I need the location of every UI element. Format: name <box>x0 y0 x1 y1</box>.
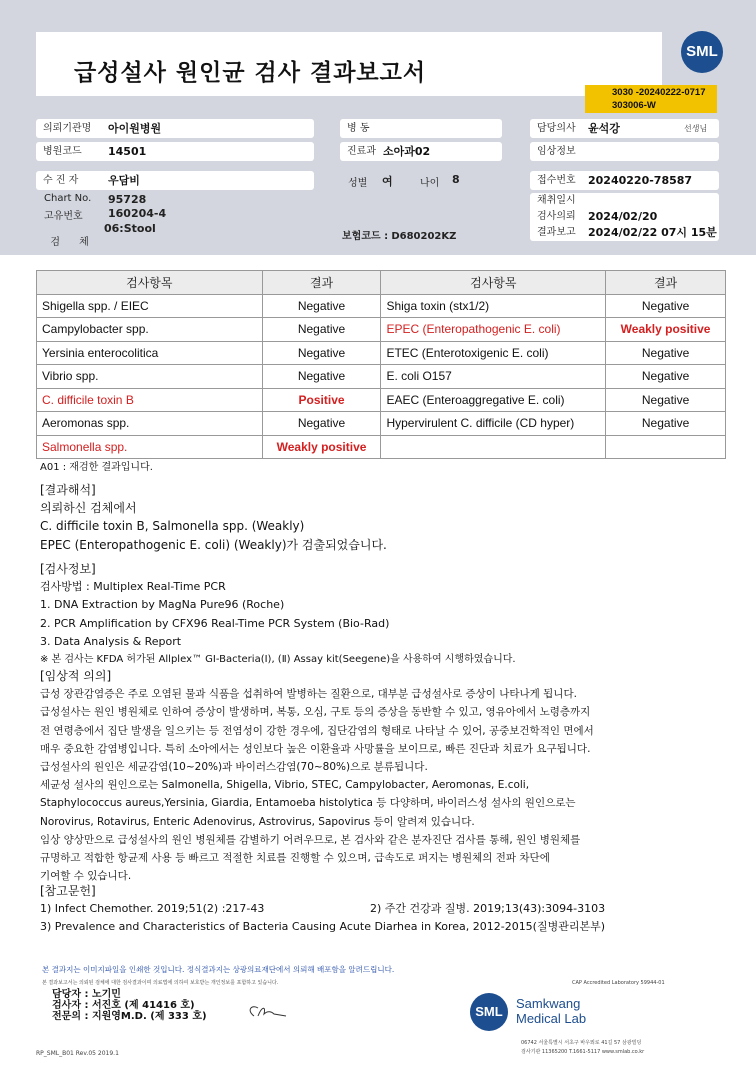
hospital-value: 아이원병원 <box>108 122 162 135</box>
patient-name-value: 우담비 <box>108 174 140 187</box>
receipt-value: 20240220-78587 <box>588 174 693 187</box>
clinical-section <box>40 667 594 885</box>
method-heading: [검사정보] <box>40 562 96 576</box>
test-result <box>606 435 726 459</box>
test-name: Shiga toxin (stx1/2) <box>381 294 606 318</box>
method-line: 3. Data Analysis & Report <box>40 634 182 648</box>
dept-field <box>340 142 502 161</box>
insurance-value: D680202KZ <box>391 231 457 242</box>
patient-name-field <box>36 171 314 190</box>
table-row <box>37 318 726 342</box>
test-name: Campylobacter spp. <box>37 318 263 342</box>
age-row <box>420 173 460 189</box>
specimen-row <box>44 222 156 259</box>
retest-note: A01 : 재검한 결과입니다. <box>40 462 153 473</box>
code-line-2: 303006-W <box>612 100 656 111</box>
receipt-label: 접수번호 <box>537 175 576 186</box>
insurance-row <box>342 227 456 242</box>
ward-field <box>340 119 502 138</box>
lab-name <box>516 996 636 1026</box>
age-label: 나이 <box>420 178 440 189</box>
image-notice: 본 결과지는 이미지파일을 인쇄한 것입니다. 정식결과지는 상광의료재단에서 의뢰해 배포함을 알려드립니다. <box>42 965 395 974</box>
test-result: Negative <box>606 388 726 412</box>
clinical-line: 세균성 설사의 원인으로는 Salmonella, Shigella, Vibrio, STEC, Campylobacter, Aeromonas, E.coli, <box>40 779 530 792</box>
test-name: Salmonella spp. <box>37 435 263 459</box>
test-name: Yersinia enterocolitica <box>37 341 263 365</box>
doctor-label: 담당의사 <box>537 123 576 134</box>
table-row <box>37 388 726 412</box>
test-name: E. coli O157 <box>381 365 606 389</box>
lab-name-line-1: Samkwang <box>516 996 581 1011</box>
chart-value: 95728 <box>108 193 147 206</box>
cap-accreditation: CAP Accredited Laboratory 59944-01 <box>572 980 665 986</box>
hospital-field <box>36 119 314 138</box>
clinical-line: 전 연령층에서 집단 발생을 일으키는 등 전염성이 강한 경우에, 집단감염의 형태로 나타날 수 있어, 공중보건학적인 면에서 <box>40 724 594 737</box>
test-name <box>381 435 606 459</box>
specimen-value: 06:Stool <box>104 222 156 235</box>
method-line: ※ 본 검사는 KFDA 허가된 Allplex™ GI-Bacteria(Ⅰ), (Ⅱ) Assay kit(Seegene)을 사용하여 시행하였습니다. <box>40 654 516 666</box>
chart-row <box>44 193 147 206</box>
report-code-badge <box>585 85 717 113</box>
sex-row <box>348 174 393 189</box>
clinical-line: 기여할 수 있습니다. <box>40 870 132 883</box>
form-number: RP_SML_B01 Rev.05 2019.1 <box>36 1050 119 1057</box>
insurance-label: 보험코드 : <box>342 231 389 242</box>
table-row <box>37 365 726 389</box>
results-table <box>36 270 726 459</box>
collect-label: 채취일시 <box>537 195 576 206</box>
header-result-2: 결과 <box>606 271 726 295</box>
test-result: Positive <box>262 388 381 412</box>
test-name: Aeromonas spp. <box>37 412 263 436</box>
method-section <box>40 560 516 669</box>
unique-label: 고유번호 <box>44 211 83 222</box>
sex-value: 여 <box>382 175 393 188</box>
test-name: Vibrio spp. <box>37 365 263 389</box>
dept-value: 소아과02 <box>383 145 431 158</box>
test-name: Shigella spp. / EIEC <box>37 294 263 318</box>
unique-value: 160204-4 <box>108 207 167 220</box>
staff-specialist: 전문의 : 지원영M.D. (제 333 호) <box>52 1011 207 1022</box>
reference-1: 1) Infect Chemother. 2019;51(2) :217-43 <box>40 902 265 916</box>
method-line: 검사방법 : Multiplex Real-Time PCR <box>40 580 226 594</box>
unique-row <box>44 207 167 222</box>
reference-3: 3) Prevalence and Characteristics of Bacteria Causing Acute Diarhea in Korea, 2012-2015(질병관리본부) <box>40 920 606 934</box>
references-section <box>40 882 605 937</box>
clinical-line: Staphylococcus aureus,Yersinia, Giardia, Entamoeba histolytica 등 다양하며, 바이러스성 설사의 원인으로는 <box>40 797 576 810</box>
test-name: EPEC (Enteropathogenic E. coli) <box>381 318 606 342</box>
clinical-line: 급성설사는 원인 병원체로 인하여 증상이 발생하며, 복통, 오심, 구토 등의 증상을 동반할 수 있고, 영유아에서 노령층까지 <box>40 706 591 719</box>
header-test-item-2: 검사항목 <box>381 271 606 295</box>
clinical-line: Norovirus, Rotavirus, Enteric Adenovirus, Astrovirus, Sapovirus 등이 알려져 있습니다. <box>40 815 475 828</box>
dates-box <box>530 193 719 241</box>
request-label: 검사의뢰 <box>537 211 576 222</box>
test-result: Negative <box>262 412 381 436</box>
code-line-1: 3030 -20240222-0717 <box>612 87 706 98</box>
hospital-label: 의뢰기관명 <box>43 123 92 134</box>
hospital-code-field <box>36 142 314 161</box>
sml-footer-logo-icon: SML <box>470 993 508 1031</box>
dept-label: 진료과 <box>347 146 376 157</box>
privacy-notice: 본 결과보고서는 의뢰된 검체에 대한 검사결과이며 의료법에 의하여 보호받는 개인정보를 포함하고 있습니다. <box>42 980 279 986</box>
reference-row <box>40 900 605 918</box>
references-heading: [참고문헌] <box>40 884 96 898</box>
lab-address: 06742 서울특별시 서초구 바우뫼로 41길 57 삼광빌딩 <box>521 1040 642 1046</box>
staff-tester: 검사자 : 서진호 (제 41416 호) <box>52 1000 195 1011</box>
test-result: Weakly positive <box>262 435 381 459</box>
header-result-1: 결과 <box>262 271 381 295</box>
test-name: C. difficile toxin B <box>37 388 263 412</box>
request-value: 2024/02/20 <box>588 210 658 223</box>
test-result: Negative <box>606 412 726 436</box>
clinical-heading: [임상적 의의] <box>40 669 112 683</box>
table-row <box>37 412 726 436</box>
report-date-label: 결과보고 <box>537 227 576 238</box>
clinical-line: 급성 장관감염증은 주로 오염된 물과 식품을 섭취하여 발병하는 질환으로, 대부분 급성설사로 증상이 나타나게 됩니다. <box>40 688 577 701</box>
table-row <box>37 294 726 318</box>
chart-label: Chart No. <box>44 193 92 204</box>
table-row <box>37 341 726 365</box>
report-title: 급성설사 원인균 검사 결과보고서 <box>74 60 427 86</box>
specimen-label: 검 체 <box>50 237 89 248</box>
interpretation-section <box>40 481 387 554</box>
sml-logo-icon: SML <box>681 31 723 73</box>
signature-icon <box>244 1000 294 1024</box>
test-result: Negative <box>606 294 726 318</box>
lab-name-line-2: Medical Lab <box>516 1011 587 1026</box>
test-name: ETEC (Enterotoxigenic E. coli) <box>381 341 606 365</box>
clinical-line: 급성설사의 원인은 세균감염(10~20%)과 바이러스감염(70~80%)으로 분류됩니다. <box>40 761 428 774</box>
table-row <box>37 435 726 459</box>
clinical-line: 임상 양상만으로 급성설사의 원인 병원체를 감별하기 어려우므로, 본 검사와 같은 분자진단 검사를 통해, 원인 병원체를 <box>40 833 581 846</box>
test-result: Negative <box>262 341 381 365</box>
table-header-row <box>37 271 726 295</box>
hospital-code-value: 14501 <box>108 145 147 158</box>
test-result: Negative <box>262 294 381 318</box>
test-result: Negative <box>262 318 381 342</box>
report-date-value: 2024/02/22 07시 15분 <box>588 226 717 239</box>
header-test-item-1: 검사항목 <box>37 271 263 295</box>
test-name: Hypervirulent C. difficile (CD hyper) <box>381 412 606 436</box>
age-value: 8 <box>452 173 460 186</box>
interpretation-line: EPEC (Enteropathogenic E. coli) (Weakly)가 검출되었습니다. <box>40 537 387 552</box>
test-name: EAEC (Enteroaggregative E. coli) <box>381 388 606 412</box>
interpretation-heading: [결과해석] <box>40 483 96 497</box>
clinical-info-field <box>530 142 719 161</box>
staff-manager: 담당자 : 노기민 <box>52 989 121 1000</box>
clinical-info-label: 임상정보 <box>537 146 576 157</box>
staff-block <box>52 989 207 1022</box>
doctor-suffix: 선생님 <box>684 124 708 133</box>
interpretation-line: 의뢰하신 검체에서 <box>40 501 137 516</box>
method-line: 2. PCR Amplification by CFX96 Real-Time PCR System (Bio-Rad) <box>40 616 390 630</box>
test-result: Weakly positive <box>606 318 726 342</box>
doctor-value: 윤석강 <box>588 122 620 135</box>
reference-2: 2) 주간 건강과 질병. 2019;13(43):3094-3103 <box>370 902 606 916</box>
interpretation-line: C. difficile toxin B, Salmonella spp. (Weakly) <box>40 519 305 534</box>
method-line: 1. DNA Extraction by MagNa Pure96 (Roche) <box>40 598 285 612</box>
test-result: Negative <box>606 341 726 365</box>
sex-label: 성별 <box>348 178 368 189</box>
hospital-code-label: 병원코드 <box>43 146 82 157</box>
test-result: Negative <box>262 365 381 389</box>
receipt-field <box>530 171 719 190</box>
lab-contact: 검사기관 11365200 T.1661-5117 www.smlab.co.kr <box>521 1049 645 1055</box>
clinical-line: 규명하고 적합한 항균제 사용 등 빠르고 적절한 치료를 진행할 수 있으며, 급속도로 퍼지는 병원체의 전파 차단에 <box>40 852 550 865</box>
ward-label: 병 동 <box>347 123 370 134</box>
doctor-field <box>530 119 719 138</box>
clinical-line: 매우 중요한 감염병입니다. 특히 소아에서는 성인보다 높은 이환율과 사망률을 보이므로, 빠른 진단과 치료가 요구됩니다. <box>40 742 591 755</box>
test-result: Negative <box>606 365 726 389</box>
patient-name-label: 수 진 자 <box>43 175 79 186</box>
